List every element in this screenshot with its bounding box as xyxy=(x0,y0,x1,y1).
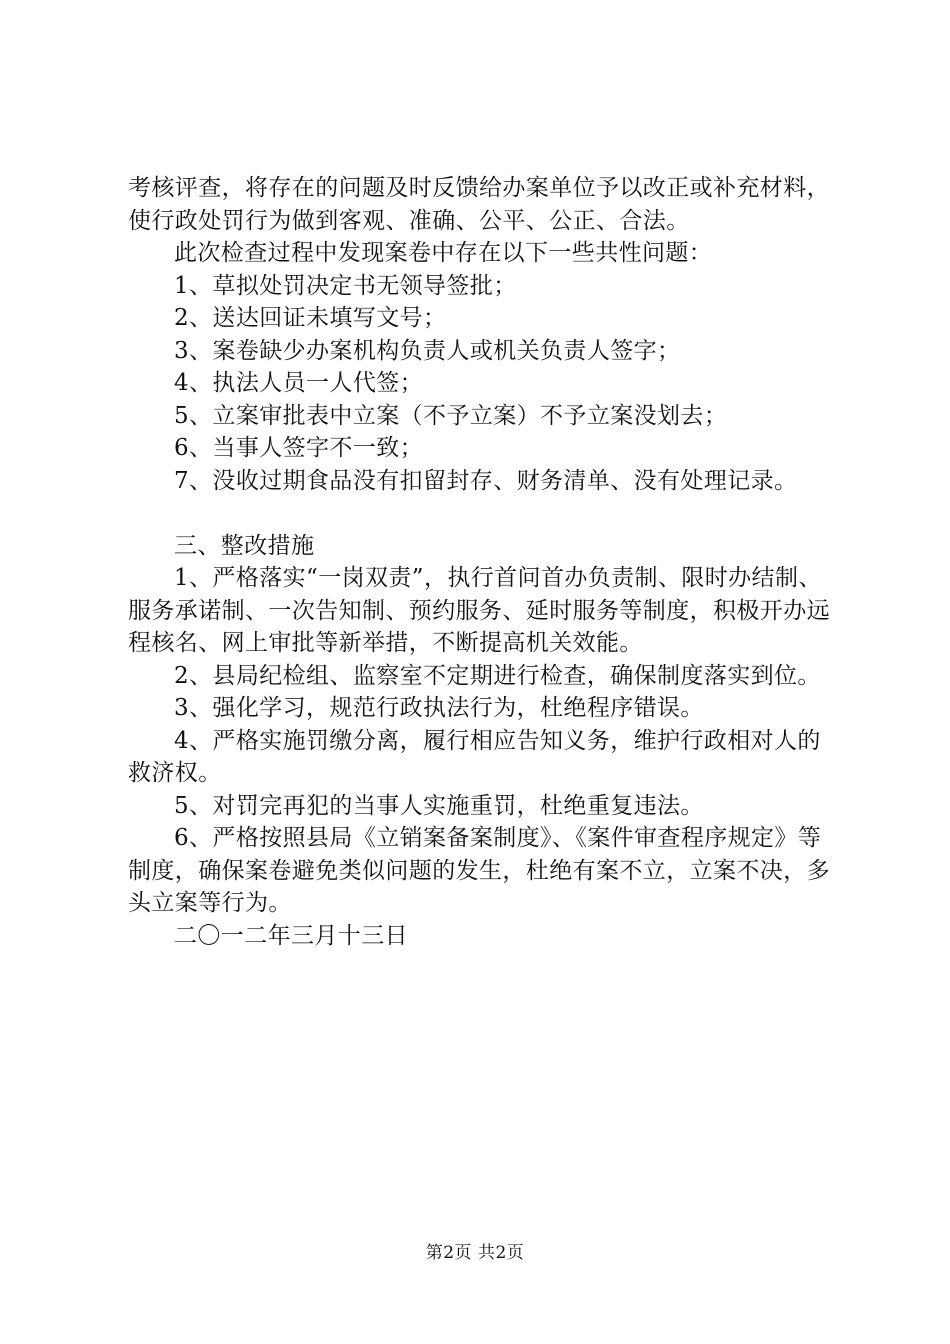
issue-item-2: 2、送达回证未填写文号； xyxy=(174,305,447,331)
measure-item-2: 2、县局纪检组、监察室不定期进行检查，确保制度落实到位。 xyxy=(174,662,821,689)
measure-item-6: 6、严格按照县局《立销案备案制度》、《案件审查程序规定》等制度，确保案卷避免类似问题的发生，杜绝有案不立，立案不决，多头立案等行为。 xyxy=(128,825,830,916)
paragraph-1: 考核评查，将存在的问题及时反馈给办案单位予以改正或补充材料，使行政处罚行为做到客观、准确、公平、公正、合法。 xyxy=(128,175,830,234)
issue-item-6: 6、当事人签字不一致； xyxy=(174,435,424,461)
issue-item-3: 3、案卷缺少办案机构负责人或机关负责人签字； xyxy=(174,337,681,364)
blank-line xyxy=(128,497,842,530)
measure-item-4: 4、严格实施罚缴分离，履行相应告知义务，维护行政相对人的救济权。 xyxy=(128,727,821,786)
issue-item-4: 4、执法人员一人代签； xyxy=(174,370,424,396)
issue-item-1: 1、草拟处罚决定书无领导签批； xyxy=(174,272,517,299)
paragraph-2: 此次检查过程中发现案卷中存在以下一些共性问题： xyxy=(174,240,713,266)
section-heading: 三、整改措施 xyxy=(174,532,315,559)
document-body xyxy=(128,172,842,952)
page-footer xyxy=(0,1243,950,1263)
measure-item-3: 3、强化学习，规范行政执法行为，杜绝程序错误。 xyxy=(174,695,704,721)
issue-item-7: 7、没收过期食品没有扣留封存、财务清单、没有处理记录。 xyxy=(174,467,798,494)
measure-item-5: 5、对罚完再犯的当事人实施重罚，杜绝重复违法。 xyxy=(174,792,704,819)
measure-item-1: 1、严格落实“一岗双责”，执行首问首办负责制、限时办结制、服务承诺制、一次告知制、预约服务、延时服务等制度，积极开办远程核名、网上审批等新举措，不断提高机关效能。 xyxy=(128,565,830,656)
issue-item-5: 5、立案审批表中立案（不予立案）不予立案没划去； xyxy=(174,402,728,429)
page-number-label: 第2页 共2页 xyxy=(425,1243,525,1263)
document-date: 二〇一二年三月十三日 xyxy=(174,922,408,949)
